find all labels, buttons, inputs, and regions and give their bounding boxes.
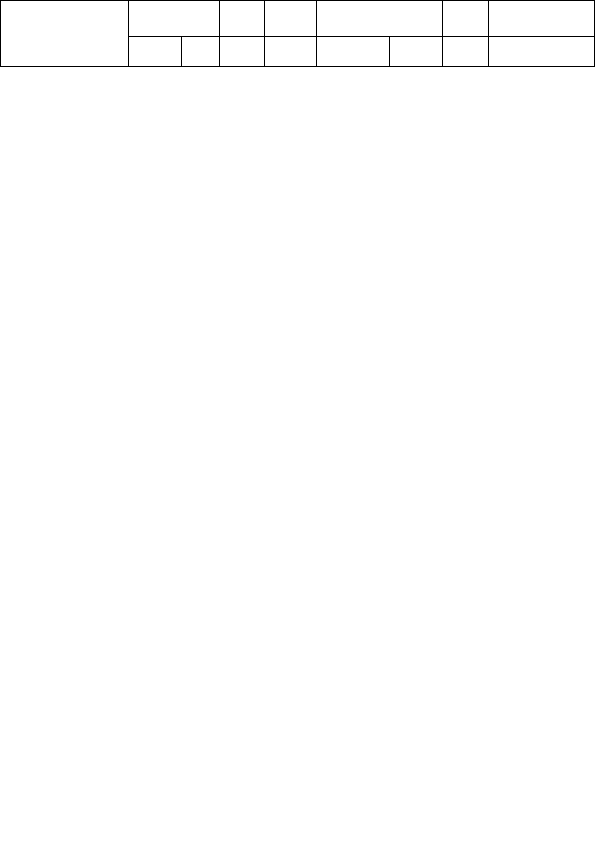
pump-spec-table bbox=[0, 0, 595, 67]
header-npsh bbox=[489, 1, 595, 37]
unit-flow-m3h bbox=[129, 37, 182, 67]
header-power bbox=[317, 1, 443, 37]
unit-percent bbox=[443, 37, 489, 67]
header-shaft-power bbox=[317, 37, 390, 67]
header-npsh-blank bbox=[489, 37, 595, 67]
unit-flow-ls bbox=[182, 37, 220, 67]
header-flow bbox=[129, 1, 220, 37]
header-speed bbox=[265, 1, 317, 37]
unit-head-m bbox=[220, 37, 265, 67]
header-efficiency bbox=[443, 1, 489, 37]
table-header bbox=[1, 1, 595, 67]
header-head bbox=[220, 1, 265, 37]
unit-speed-rpm bbox=[265, 37, 317, 67]
header-model bbox=[1, 1, 129, 67]
header-motor-power bbox=[390, 37, 443, 67]
